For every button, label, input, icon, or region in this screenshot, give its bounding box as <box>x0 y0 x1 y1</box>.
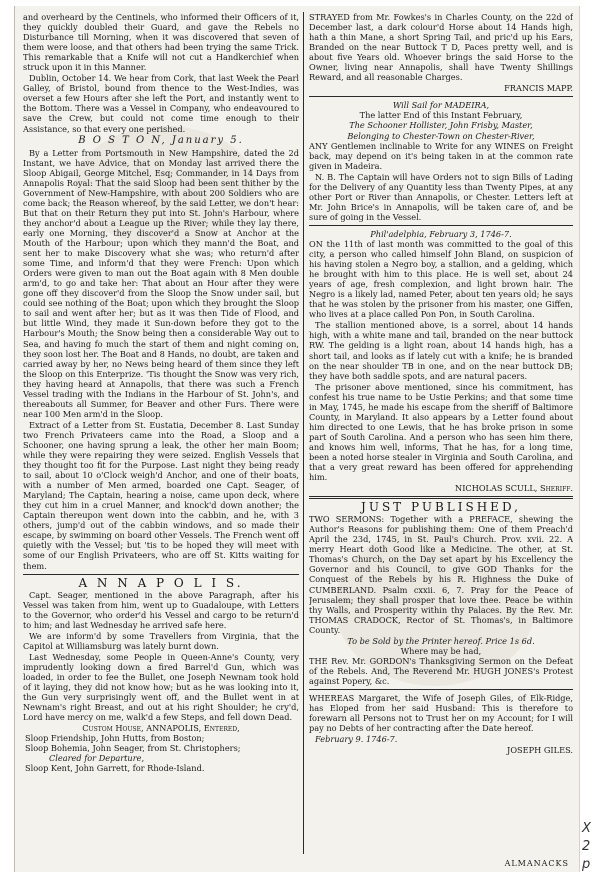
column-divider <box>303 12 304 854</box>
section-rule <box>309 96 573 97</box>
dateline-boston: B O S T O N, January 5. <box>78 134 244 146</box>
article-rebels-escape: and overheard by the Centinels, who informed their Officers of it, they quickly doubled their Guard, and gave the Rebels no Disturbance till Morning, when it was discovered that seven of them were loose, and that others had been trying the same Trick. This remarkable that a Knife will not cut a Handkerchief when struck upon it in this Manner. <box>23 12 299 73</box>
section-rule <box>309 689 573 690</box>
catchword-footer: ALMANACKS <box>504 859 569 868</box>
right-column <box>309 12 573 858</box>
section-rule <box>23 574 299 575</box>
article-queen-annes: Last Wednesday, some People in Queen-Anne's County, very imprudently looking down a fired Barrel'd Gun, which was loaded, in order to fee the Bullet, one Joseph Newnam took hold of it laying, they did not know how; but as he was looking into it, the Gun very surprisingly went off, and the Bullet went in at Newnam's right Breast, and out at his right Shoulder; he cry'd, Lord have mercy on me, walk'd a few Steps, and fell down Dead. <box>23 651 299 723</box>
notice-date: February 9. 1746-7. <box>315 734 398 745</box>
ad-gordon-sermon: THE Rev. Mr. GORDON's Thanksgiving Sermon on the Defeat of the Rebels. And, The Reverend Mr. HUGH JONES's Protest against Popery, &c. <box>309 655 573 686</box>
ad-sail-heading: Will Sail for MADEIRA, <box>392 100 490 111</box>
ad-two-sermons: TWO SERMONS: Together with a PREFACE, shewing the Author's Reasons for publishing them: One of them Preach'd April the 23d, 1745, in St. Paul's Church. Prov. xvii. 22. A merry Heart doth Good like a Medicine. The other, at St. Thomas's Church, on the Day set apart by his Excellency the Governor and his Council, to give GOD Thanks for the Conquest of the Rebels by his R. Highness the Duke of CUMBERLAND. Psalm cxxii. 6, 7. Pray for the Peace of Jerusalem; they shall prosper that love thee. Peace be within thy Walls, and Prosperity within thy Palaces. By the Rev. Mr. THOMAS CRADOCK, Rector of St. Thomas's, in Baltimore County. <box>309 514 573 635</box>
section-rule <box>309 496 573 499</box>
margin-note: 2 <box>582 839 591 854</box>
notice-margaret-giles: WHEREAS Margaret, the Wife of Joseph Giles, of Elk-Ridge, has Eloped from her said Husband: This is therefore to forewarn all Persons not to Trust her on my Account; for I will pay no Debts of her contracting after the Date hereof. <box>309 693 573 734</box>
ad-wines: ANY Gentlemen inclinable to Write for any WINES on Freight back, may depend on it's being taken in at the common rate given in Madeira. <box>309 140 573 171</box>
ad-signature: FRANCIS MAPP. <box>504 83 573 94</box>
ad-nota-bene: N. B. The Captain will have Orders not to sign Bills of Lading for the Delivery of any Quantity less than Twenty Pipes, at any other Port or River than Annapolis, or Chester. Letters left at Mr. John Brice's in Annapolis, will be taken care of, and be sure of going in the Vessel. <box>309 171 573 222</box>
notice-signature: JOSEPH GILES. <box>507 745 573 756</box>
left-column <box>23 12 299 858</box>
article-capt-seager: Capt. Seager, mentioned in the above Paragraph, after his Vessel was taken from him, went up to Guadaloupe, with Letters to the Governor, who order'd his Vessel and cargo to be return'd to him; and last Wednesday he arrived safe here. <box>23 589 299 630</box>
entered-item: Sloop Bohemia, John Seager, from St. Christophers; <box>25 743 241 754</box>
article-stallion: The stallion mentioned above, is a sorrel, about 14 hands high, with a white mane and tail, branded on the near buttock RW. The gelding is a light roan, about 14 hands high, has a short tail, and looks as if lately cut with a knife; he is branded on the near shoulder TB in one, and on the near buttock DB; they have both saddle spots, and are natural pacers. <box>309 320 573 381</box>
article-prisoner: The prisoner above mentioned, since his commitment, has confest his true name to be Ustie Perkins; and that some time in May, 1745, he made his escape from the sheriff of Baltimore County, in Maryland. It also appears by a Letter found about him directed to one Lewis, that he has broke prison in some part of South Carolina. And a person who has seen him there, and knows him well, informs, That he has, for a long time, been a noted horse stealer in Virginia and South Carolina, and that a very great reward has been offered for apprehending him. <box>309 381 573 483</box>
dateline-annapolis: A N N A P O L I S. <box>78 575 244 590</box>
cleared-heading: Cleared for Departure, <box>49 753 145 764</box>
ad-sold-line: To be Sold by the Printer hereof. Price 1s 6d. <box>347 635 535 646</box>
customs-heading: Custom House, ANNAPOLIS, Entered, <box>82 723 240 734</box>
ad-where-line: Where may be had, <box>400 645 482 656</box>
ad-sail-line: The latter End of this Instant February, <box>359 110 523 121</box>
article-st-eustatia: Extract of a Letter from St. Eustatia, December 8. Last Sunday two French Privateers came into the Road, a Sloop and a Schooner, one having sprung a leak, the other her main Boom; while they were repairing they were seized. English Vessels that they thought too fit for the Purpose. Last night they being ready to sail, about 10 o'Clock weigh'd Anchor, and one of their boats, with a number of Men armed, boarded one Capt. Seager, of Maryland; The Captain, hearing a noise, came upon deck, where they cut him in a cruel Manner, and knock'd down another; the Captain thereupon went down into the cabbin, and he, with 3 others, jump'd out of the cabbin windows, and so made their escape, by swimming on board other Vessels. The French went off quietly with the Vessel; but 'tis to be hoped they will meet with some of our English Privateers, who are off St. Kitts waiting for them. <box>23 419 299 571</box>
section-rule <box>309 225 573 226</box>
article-williamsburg: We are inform'd by some Travellers from Virginia, that the Capitol at Williamsburg was lately burnt down. <box>23 630 299 651</box>
article-john-bland: ON the 11th of last month was committed to the goal of this city, a person who called himself John Bland, on suspicion of his having stolen a Negro boy, a stallion, and a gelding, which he brought with him to this place. He is well set, about 24 years of age, fresh complexion, and light brown hair. The Negro is a likely lad, named Peter, about ten years old; he says that he was stolen by the prisoner from his master, one Giffen, who lives at a place called Pon Pon, in South Carolina. <box>309 238 573 320</box>
margin-note: p <box>582 857 591 872</box>
newspaper-page <box>14 6 580 872</box>
heading-just-published: JUST PUBLISHED, <box>361 500 521 515</box>
ad-strayed-horse: STRAYED from Mr. Fowkes's in Charles County, on the 22d of December last, a dark colour'd Horse about 14 Hands high, hath a thin Mane, a short Spring Tail, and pric'd up his Ears, Branded on the near Buttock T D, Paces pretty well, and is about five Years old. Whoever brings the said Horse to the Owner, living near Annapolis, shall have Twenty Shillings Reward, and all reasonable Charges. <box>309 12 573 83</box>
ad-sail-line: Belonging to Chester-Town on Chester-River, <box>347 130 535 141</box>
dateline-philadelphia: Phil'adelphia, February 3, 1746-7. <box>370 228 512 239</box>
handwritten-margin-notes <box>582 820 598 874</box>
sheriff-signature: NICHOLAS SCULL, Sheriff. <box>455 483 573 494</box>
entered-item: Sloop Friendship, John Hutts, from Boston; <box>25 733 205 744</box>
article-dublin: Dublin, October 14. We hear from Cork, that last Week the Pearl Galley, of Bristol, bound from thence to the West-Indies, was overset a few Hours after she left the Port, and instantly went to the Bottom. There was a Vessel in Company, who endeavoured to save the Crew, but could not come time enough to their Assistance, so that every one perished. <box>23 73 299 134</box>
margin-note: X <box>582 821 591 836</box>
cleared-item: Sloop Kent, John Garrett, for Rhode-Island. <box>25 763 205 774</box>
article-portsmouth: By a Letter from Portsmouth in New Hampshire, dated the 2d Instant, we have Advice, that on Monday last arrived there the Sloop Abigail, George Mitchel, Esq; Commander, in 14 Days from Annapolis Royal: That the said Sloop had been sent thither by the Government of New-Hampshire, with about 200 Soldiers who are come back; the Reason whereof, by the said Letter, we don't hear: But that on their Return they put into St. John's Harbour, where they anchor'd about a League up the River; while they lay there, early one Morning, they discover'd a Snow at Anchor at the Mouth of the Harbour; upon which they mann'd the Boat, and sent her to make Discovery what she was; who return'd after some Time, and inform'd that they were French: Upon which Orders were given to man out the Boat again with 8 Men double arm'd, to go and take her: That about an Hour after they were gone off they discover'd from the Sloop the Snow under sail, but could see nothing of the Boat; upon which they brought the Sloop to sail and went after her; but as it was then Tide of Flood, and but little Wind, they made it Sun-down before they got to the Harbour's Mouth; the Snow being then a considerable Way out to Sea, and having fo much the start of them and night coming on, they soon lost her. The Boat and 8 Hands, no doubt, are taken and carried away by her, no News being heard of them since they left the Sloop on this Enterprize. 'Tis thought the Snow was very rich, they having heard at Annapolis, that there was such a French Vessel trading with the Indians in the Harbour of St. John's, and thereabouts all Summer, for Beaver and other Furs. There were near 100 Men arm'd in the Sloop. <box>23 147 299 419</box>
ad-sail-line: The Schooner Hollister, John Frisby, Master, <box>349 120 533 131</box>
